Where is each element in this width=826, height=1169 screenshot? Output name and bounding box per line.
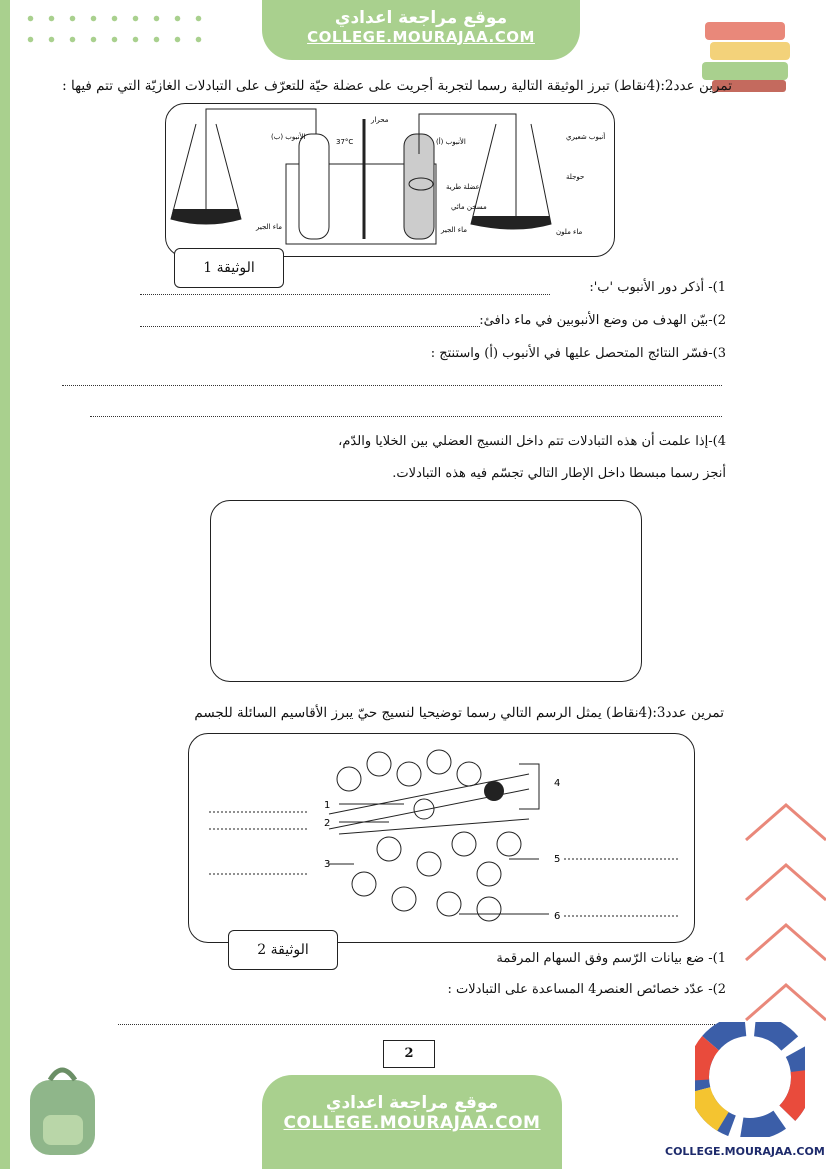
site-name-ar: موقع مراجعة اعدادي xyxy=(325,1093,499,1113)
label-flask: حوجلة xyxy=(566,173,585,181)
marker-4: 4 xyxy=(554,778,561,789)
q4b-ex2: أنجز رسما مبسطا داخل الإطار التالي تجسّم فيه هذه التبادلات. xyxy=(392,466,726,481)
q4-ex2: 4)-إذا علمت أن هذه التبادلات تتم داخل النسيج العضلي بين الخلايا والدّم، xyxy=(338,434,726,449)
label-thermometer: محرار xyxy=(371,116,389,124)
footer-banner xyxy=(262,1075,562,1169)
marker-5: 5 xyxy=(554,854,561,865)
marker-1: 1 xyxy=(324,800,331,811)
marker-2: 2 xyxy=(324,818,331,829)
decorative-dots xyxy=(20,8,210,52)
label-colored-water: ماء ملون xyxy=(556,228,583,236)
document-2-frame xyxy=(188,733,695,943)
experiment-diagram xyxy=(166,104,614,256)
q2-ex3: 2)- عدّد خصائص العنصر4 المساعدة على التبادلات : xyxy=(447,982,726,997)
backpack-icon xyxy=(15,1060,110,1160)
label-tube-a: الأنبوب (أ) xyxy=(436,138,466,146)
site-link[interactable]: COLLEGE.MOURAJAA.COM xyxy=(283,1113,541,1133)
document-2-label: الوثيقة 2 xyxy=(228,930,338,970)
marker-3: 3 xyxy=(324,859,331,870)
drawing-frame[interactable] xyxy=(210,500,642,682)
answer-line[interactable] xyxy=(118,1024,723,1025)
footer-logo-text: COLLEGE.MOURAJAA.COM xyxy=(665,1145,825,1158)
chevron-decoration-icon xyxy=(736,790,826,1030)
site-link[interactable]: COLLEGE.MOURAJAA.COM xyxy=(307,28,535,46)
ex2-title: تمرين عدد2:(4نقاط) تبرز الوثيقة التالية رسما لتجربة أجريت على عضلة حيّة للتعرّف على التبادلات الغازيّة التي تتم فيها : xyxy=(62,78,732,94)
q2-ex2: 2)-بيّن الهدف من وضع الأنبوبين في ماء دافئ: xyxy=(479,313,726,328)
q1-ex2: 1)- أذكر دور الأنبوب 'ب': xyxy=(589,280,726,295)
document-1-label: الوثيقة 1 xyxy=(174,248,284,288)
site-name-ar: موقع مراجعة اعدادي xyxy=(334,8,508,28)
answer-line[interactable] xyxy=(140,294,550,295)
ex3-title: تمرين عدد3:(4نقاط) يمثل الرسم التالي رسما توضيحيا لنسيج حيّ يبرز الأقاسيم السائلة للجسم xyxy=(194,705,724,721)
q3-ex2: 3)-فسّر النتائج المتحصل عليها في الأنبوب (أ) واستنتج : xyxy=(430,346,726,361)
answer-line[interactable] xyxy=(90,416,722,417)
green-border xyxy=(0,0,10,1169)
q1-ex3: 1)- ضع بيانات الرّسم وفق السهام المرقمة xyxy=(496,951,726,966)
document-1-frame xyxy=(165,103,615,257)
label-muscle: عضلة طرية xyxy=(446,183,480,191)
label-lime-water-b: ماء الجير xyxy=(256,223,282,231)
answer-line[interactable] xyxy=(62,385,722,386)
page-number: 2 xyxy=(383,1040,435,1068)
label-lime-water-a: ماء الجير xyxy=(441,226,467,234)
label-capillary: أنبوب شعيري xyxy=(566,133,606,141)
label-tube-b: الأنبوب (ب) xyxy=(271,133,306,141)
label-temperature: 37°C xyxy=(336,138,354,146)
header-banner xyxy=(262,0,580,60)
marker-6: 6 xyxy=(554,911,561,922)
answer-line[interactable] xyxy=(140,326,480,327)
label-water-bath: مسخن مائي xyxy=(451,203,487,211)
tissue-diagram xyxy=(189,734,694,942)
subjects-wheel-logo-icon xyxy=(695,1022,805,1137)
